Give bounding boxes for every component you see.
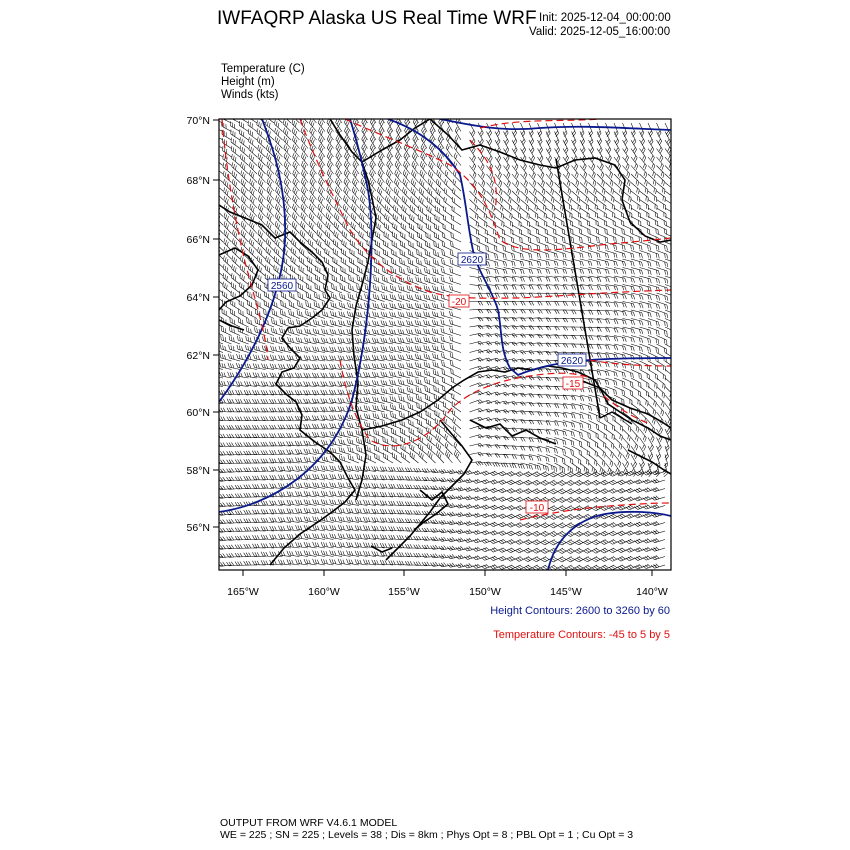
field-winds-label: Winds (kts) <box>221 89 279 101</box>
temperature-contour-note: Temperature Contours: -45 to 5 by 5 <box>493 629 670 641</box>
height-contour-note: Height Contours: 2600 to 3260 by 60 <box>490 605 670 617</box>
latitude-axis <box>187 115 219 534</box>
lat-tick: 62°N <box>186 350 210 362</box>
model-info-line2: WE = 225 ; SN = 225 ; Levels = 38 ; Dis = 8km ; Phys Opt = 8 ; PBL Opt = 1 ; Cu Opt = 3 <box>220 829 634 841</box>
height-label-2620-south: 2620 <box>560 356 584 367</box>
lat-tick: 64°N <box>186 292 210 304</box>
lon-tick: 160°W <box>308 586 340 598</box>
lat-tick: 66°N <box>186 234 210 246</box>
temp-label-minus10: -10 <box>529 503 545 514</box>
lon-tick: 150°W <box>469 586 501 598</box>
temp-label-minus15: -15 <box>565 379 581 390</box>
chart-title: IWFAQRP Alaska US Real Time WRF <box>217 8 537 29</box>
lon-tick: 145°W <box>550 586 582 598</box>
height-label-2620-north: 2620 <box>460 255 484 266</box>
lat-tick: 56°N <box>186 522 210 534</box>
lat-tick: 68°N <box>186 175 210 187</box>
model-info-line1: OUTPUT FROM WRF V4.6.1 MODEL <box>220 817 398 829</box>
field-temperature-label: Temperature (C) <box>221 63 305 75</box>
temperature-contours <box>222 119 671 520</box>
valid-time: Valid: 2025-12-05_16:00:00 <box>529 26 671 38</box>
temp-label-minus20: -20 <box>451 297 467 308</box>
lon-tick: 155°W <box>388 586 420 598</box>
longitude-axis <box>227 570 668 598</box>
lat-tick: 70°N <box>186 115 210 127</box>
field-height-label: Height (m) <box>221 76 275 88</box>
lon-tick: 140°W <box>636 586 668 598</box>
height-label-2560: 2560 <box>270 281 294 292</box>
init-time: Init: 2025-12-04_00:00:00 <box>539 12 671 24</box>
lat-tick: 60°N <box>186 407 210 419</box>
lon-tick: 165°W <box>227 586 259 598</box>
lat-tick: 58°N <box>186 465 210 477</box>
